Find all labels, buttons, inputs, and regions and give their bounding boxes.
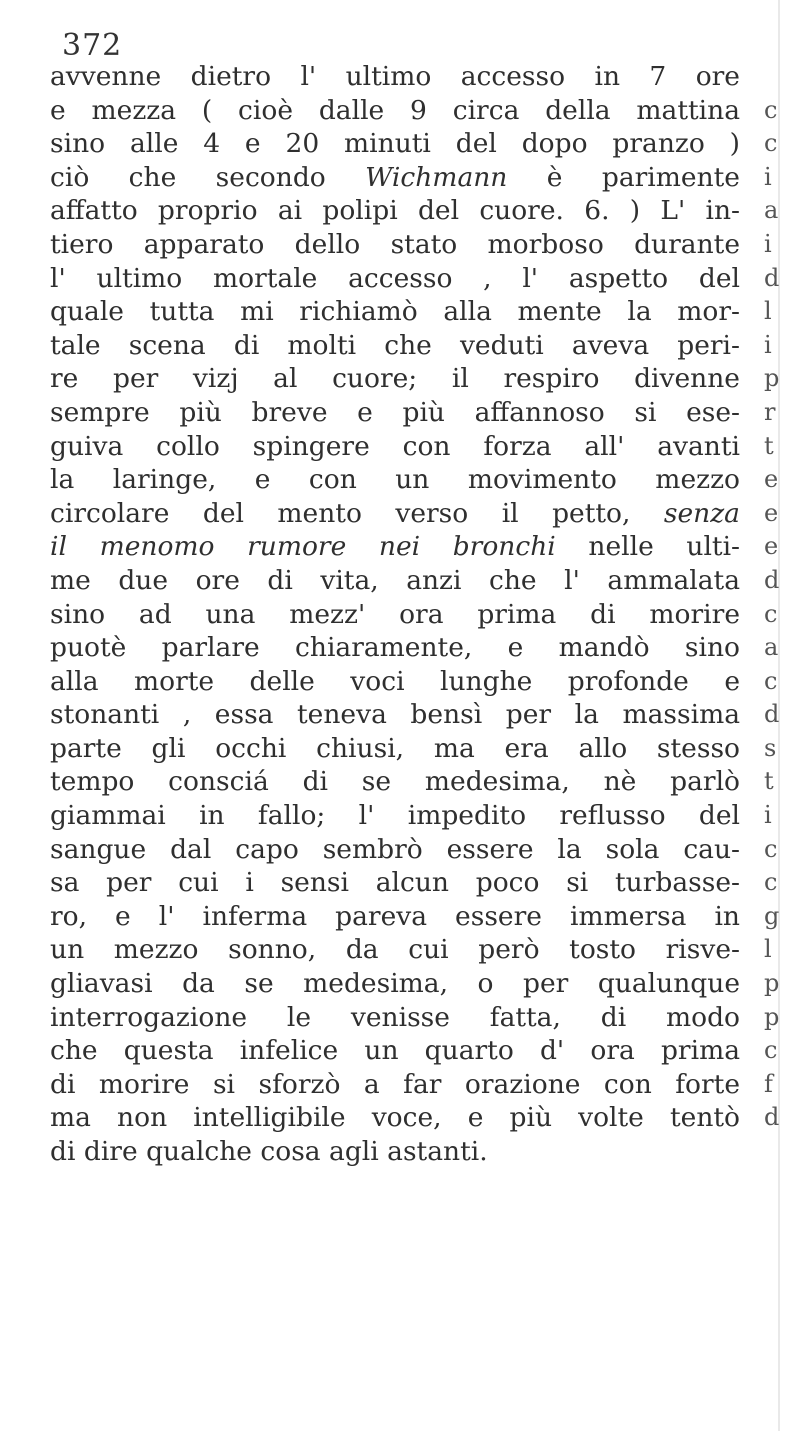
text-line xyxy=(50,866,740,900)
text-line xyxy=(50,497,740,531)
text-run: sino alle 4 e 20 minuti del dopo pranzo ) xyxy=(50,128,740,160)
italic-text: Wichmann xyxy=(365,161,508,193)
text-run: di dire qualche cosa agli astanti. xyxy=(50,1136,488,1167)
margin-fragment: a xyxy=(764,196,779,225)
text-run: stonanti , essa teneva bensì per la massima xyxy=(50,699,740,731)
italic-text: il menomo rumore nei bronchi xyxy=(50,531,556,563)
text-run: di morire si sforzò a far orazione con forte xyxy=(50,1068,740,1100)
page-number: 372 xyxy=(62,28,123,63)
margin-fragment: t xyxy=(764,767,774,796)
margin-fragment: i xyxy=(764,801,772,830)
text-line xyxy=(50,598,740,632)
text-line xyxy=(50,900,740,934)
text-run: giammai in fallo; l' impedito reflusso del xyxy=(50,800,740,832)
text-line xyxy=(50,295,740,329)
text-run: alla morte delle voci lunghe profonde e xyxy=(50,665,740,697)
text-run: l' ultimo mortale accesso , l' aspetto del xyxy=(50,262,740,294)
text-line xyxy=(50,1135,740,1169)
text-line xyxy=(50,564,740,598)
text-line xyxy=(50,530,740,564)
margin-fragment: a xyxy=(764,633,779,662)
text-line xyxy=(50,430,740,464)
text-line xyxy=(50,194,740,228)
margin-fragment: c xyxy=(764,599,778,628)
margin-fragment: e xyxy=(764,498,779,527)
text-run: e mezza ( cioè dalle 9 circa della mattina xyxy=(50,94,740,126)
text-line xyxy=(50,1101,740,1135)
text-run: ma non intelligibile voce, e più volte tentò xyxy=(50,1102,740,1134)
text-line xyxy=(50,1001,740,1035)
text-line xyxy=(50,362,740,396)
text-run: tiero apparato dello stato morboso durante xyxy=(50,228,740,260)
text-run: nelle ulti- xyxy=(555,531,740,563)
text-run: tempo consciá di se medesima, nè parlò xyxy=(50,766,740,798)
text-run: sa per cui i sensi alcun poco si turbasse- xyxy=(50,867,740,899)
adjacent-page-fragments xyxy=(764,60,794,1135)
text-run: sempre più breve e più affannoso si ese- xyxy=(50,396,740,428)
text-line xyxy=(50,94,740,128)
text-line xyxy=(50,833,740,867)
text-line xyxy=(50,1034,740,1068)
text-line xyxy=(50,60,740,94)
text-line xyxy=(50,127,740,161)
body-text xyxy=(50,60,740,1169)
text-run: è parimente xyxy=(507,161,740,193)
margin-fragment: t xyxy=(764,431,774,460)
margin-fragment: p xyxy=(764,364,780,393)
margin-fragment: i xyxy=(764,229,772,258)
text-line xyxy=(50,732,740,766)
text-line xyxy=(50,933,740,967)
margin-fragment: i xyxy=(764,330,772,359)
text-run: sangue dal capo sembrò essere la sola cau- xyxy=(50,833,740,865)
margin-fragment: l xyxy=(764,935,772,964)
text-run: un mezzo sonno, da cui però tosto risve- xyxy=(50,934,740,966)
margin-fragment: f xyxy=(764,1069,773,1098)
text-line xyxy=(50,396,740,430)
text-run: interrogazione le venisse fatta, di modo xyxy=(50,1001,740,1033)
text-line xyxy=(50,262,740,296)
margin-fragment: g xyxy=(764,901,780,930)
text-line xyxy=(50,698,740,732)
margin-fragment: c xyxy=(764,834,778,863)
text-line xyxy=(50,631,740,665)
margin-fragment: e xyxy=(764,532,779,561)
italic-text: senza xyxy=(663,497,740,529)
text-line xyxy=(50,799,740,833)
text-run: avvenne dietro l' ultimo accesso in 7 ore xyxy=(50,61,740,92)
text-run: quale tutta mi richiamò alla mente la mor- xyxy=(50,296,740,328)
text-line xyxy=(50,967,740,1001)
margin-fragment xyxy=(764,60,794,94)
text-line xyxy=(50,1068,740,1102)
text-line xyxy=(50,665,740,699)
text-run: puotè parlare chiaramente, e mandò sino xyxy=(50,632,740,664)
text-run: ciò che secondo xyxy=(50,161,366,193)
text-run: parte gli occhi chiusi, ma era allo stesso xyxy=(50,732,740,764)
margin-fragment: p xyxy=(764,1002,780,1031)
margin-fragment: c xyxy=(764,666,778,695)
text-run: tale scena di molti che veduti aveva peri- xyxy=(50,329,740,361)
text-line xyxy=(50,161,740,195)
text-run: la laringe, e con un movimento mezzo xyxy=(50,464,740,496)
margin-fragment: c xyxy=(764,95,778,124)
text-run: che questa infelice un quarto d' ora prima xyxy=(50,1035,740,1067)
margin-fragment: d xyxy=(764,565,780,594)
margin-fragment: i xyxy=(764,162,772,191)
margin-fragment: c xyxy=(764,868,778,897)
text-run: guiva collo spingere con forza all' avanti xyxy=(50,430,740,462)
text-run: re per vizj al cuore; il respiro divenne xyxy=(50,363,740,395)
margin-fragment: c xyxy=(764,129,778,158)
margin-fragment: c xyxy=(764,1036,778,1065)
text-run: gliavasi da se medesima, o per qualunque xyxy=(50,968,740,1000)
margin-fragment: d xyxy=(764,700,780,729)
margin-fragment: s xyxy=(764,733,777,762)
text-run: affatto proprio ai polipi del cuore. 6. ) L' in- xyxy=(50,195,740,227)
text-line xyxy=(50,765,740,799)
text-run: circolare del mento verso il petto, xyxy=(50,497,664,529)
text-line xyxy=(50,329,740,363)
text-run: sino ad una mezz' ora prima di morire xyxy=(50,598,740,630)
margin-fragment: d xyxy=(764,263,780,292)
text-line xyxy=(50,463,740,497)
margin-fragment: l xyxy=(764,297,772,326)
text-line xyxy=(50,228,740,262)
margin-fragment: r xyxy=(764,397,776,426)
margin-fragment: e xyxy=(764,465,779,494)
text-run: ro, e l' inferma pareva essere immersa in xyxy=(50,900,740,932)
margin-fragment: d xyxy=(764,1103,780,1132)
text-run: me due ore di vita, anzi che l' ammalata xyxy=(50,564,740,596)
margin-fragment: p xyxy=(764,969,780,998)
